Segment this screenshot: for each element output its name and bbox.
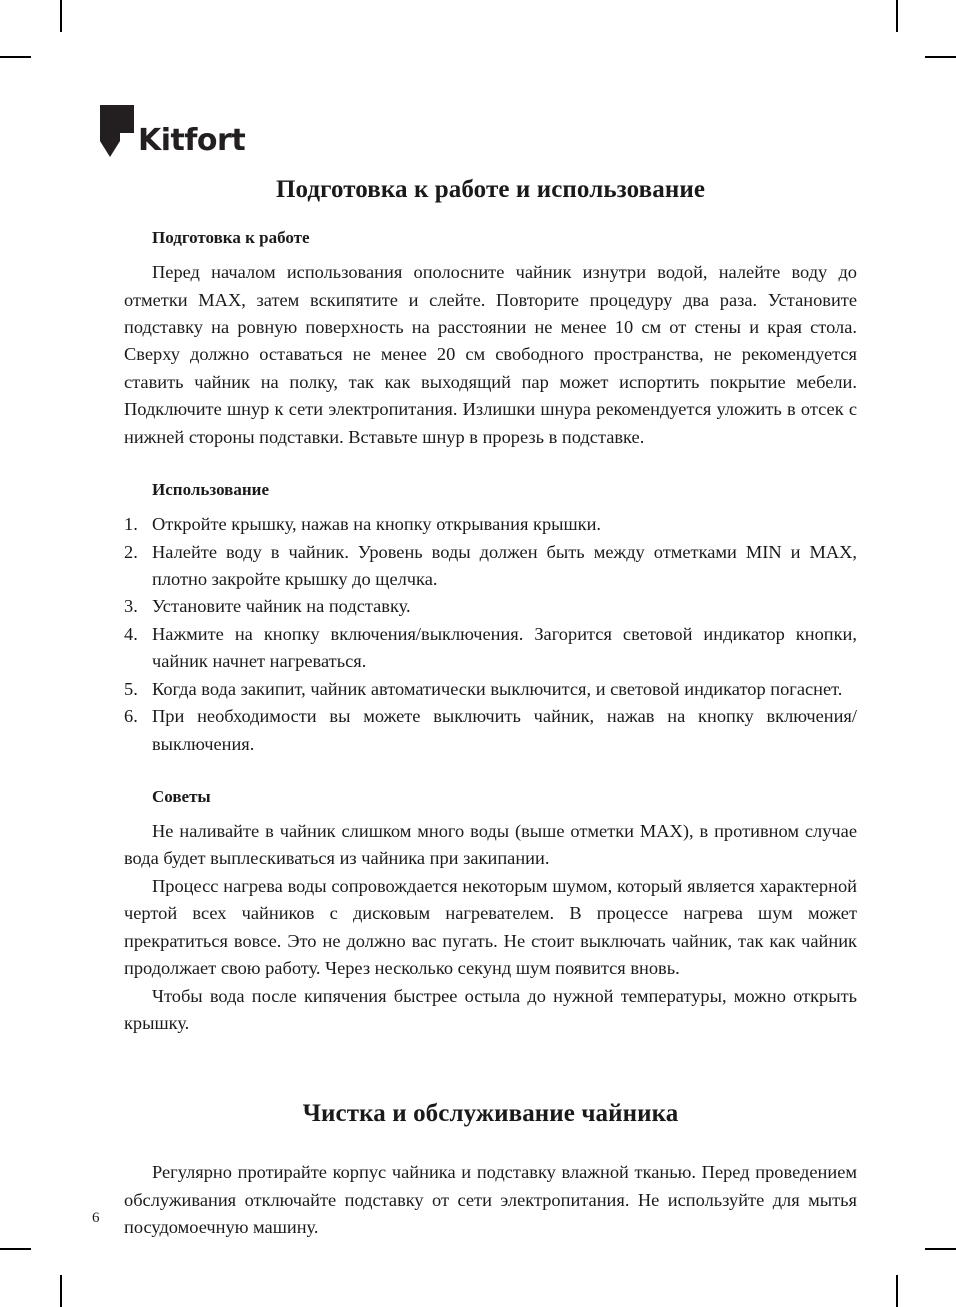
crop-mark-top-left-vertical bbox=[60, 0, 62, 32]
list-item-text: Откройте крышку, нажав на кнопку открывания крышки. bbox=[152, 514, 602, 535]
subheading-preparation: Подготовка к работе bbox=[152, 228, 310, 247]
list-item-text: Когда вода закипит, чайник автоматически выключится, и световой индикатор погаснет. bbox=[152, 678, 843, 699]
page-title: Подготовка к работе и использование bbox=[275, 176, 706, 203]
crop-mark-bottom-right-horizontal bbox=[925, 1248, 956, 1250]
brand-logo bbox=[98, 103, 245, 159]
flag-logo-mark-icon bbox=[98, 103, 136, 159]
section-title-cleaning: Чистка и обслуживание чайника bbox=[302, 1100, 679, 1128]
crop-mark-bottom-left-vertical bbox=[60, 1275, 62, 1307]
list-item-number: 5. bbox=[124, 678, 138, 699]
paragraph-tips-1: Не наливайте в чайник слишком много воды (выше отметки MAX), в противном случае вода будет выплескиваться из чайника при закипании. bbox=[124, 821, 857, 869]
paragraph-cleaning: Регулярно протирайте корпус чайника и подставку влажной тканью. Перед проведением обслуживания отключайте подставку от сети электропитания. Не используйте для мытья посудомоечную машину. bbox=[124, 1162, 857, 1238]
list-item bbox=[124, 539, 857, 594]
usage-steps-list bbox=[124, 511, 857, 758]
list-item-number: 1. bbox=[124, 514, 138, 535]
list-item-text: Нажмите на кнопку включения/выключения. Загорится световой индикатор кнопки, чайник начнет нагреваться. bbox=[152, 623, 857, 672]
page-number: 6 bbox=[92, 1210, 100, 1226]
subheading-usage: Использование bbox=[152, 480, 269, 500]
crop-mark-bottom-right-vertical bbox=[896, 1275, 898, 1307]
paragraph-tips-2: Процесс нагрева воды сопровождается некоторым шумом, который является характерной чертой всех чайников с дисковым нагревателем. В процессе нагрева шум может прекратиться вовсе. Это не должно вас пугать. Не стоит выключать чайник, так как чайник продолжает свою работу. Через несколько секунд шум появится вновь. bbox=[124, 875, 857, 979]
list-item-number: 4. bbox=[124, 623, 138, 644]
list-item-number: 6. bbox=[124, 706, 138, 727]
crop-mark-top-right-horizontal bbox=[925, 56, 956, 58]
paragraph-tips-3: Чтобы вода после кипячения быстрее остыла до нужной температуры, можно открыть крышку. bbox=[124, 985, 857, 1033]
document-body bbox=[124, 175, 857, 1242]
list-item bbox=[124, 703, 857, 758]
crop-mark-top-right-vertical bbox=[896, 0, 898, 32]
list-item-text: Налейте воду в чайник. Уровень воды должен быть между отметками MIN и MAX, плотно закройте крышку до щелчка. bbox=[152, 541, 857, 589]
list-item bbox=[124, 621, 857, 676]
crop-mark-top-left-horizontal bbox=[0, 56, 31, 58]
list-item-number: 2. bbox=[124, 541, 138, 562]
list-item-text: При необходимости вы можете выключить чайник, нажав на кнопку включения/выключения. bbox=[152, 706, 857, 754]
list-item-text: Установите чайник на подставку. bbox=[152, 596, 411, 617]
crop-mark-bottom-left-horizontal bbox=[0, 1248, 31, 1250]
brand-wordmark: Kitfort bbox=[138, 123, 246, 158]
list-item-number: 3. bbox=[124, 596, 138, 617]
list-item bbox=[124, 676, 857, 703]
list-item bbox=[124, 511, 857, 538]
paragraph-preparation: Перед началом использования ополосните чайник изнутри водой, налейте воду до отметки MAX, затем вскипятите и слейте. Повторите процедуру два раза. Установите подставку на ровную поверхность на расстоянии не менее 10 см от стены и края стола. Сверху должно оставаться не менее 20 см свободного пространства, не рекомендуется ставить чайник на полку, так как выходящий пар может испортить покрытие мебели. Подключите шнур к сети электропитания. Излишки шнура рекомендуется уложить в отсек с нижней стороны подставки. Вставьте шнур в прорезь в подставке. bbox=[124, 262, 857, 447]
subheading-tips: Советы bbox=[152, 786, 211, 806]
list-item bbox=[124, 593, 857, 620]
